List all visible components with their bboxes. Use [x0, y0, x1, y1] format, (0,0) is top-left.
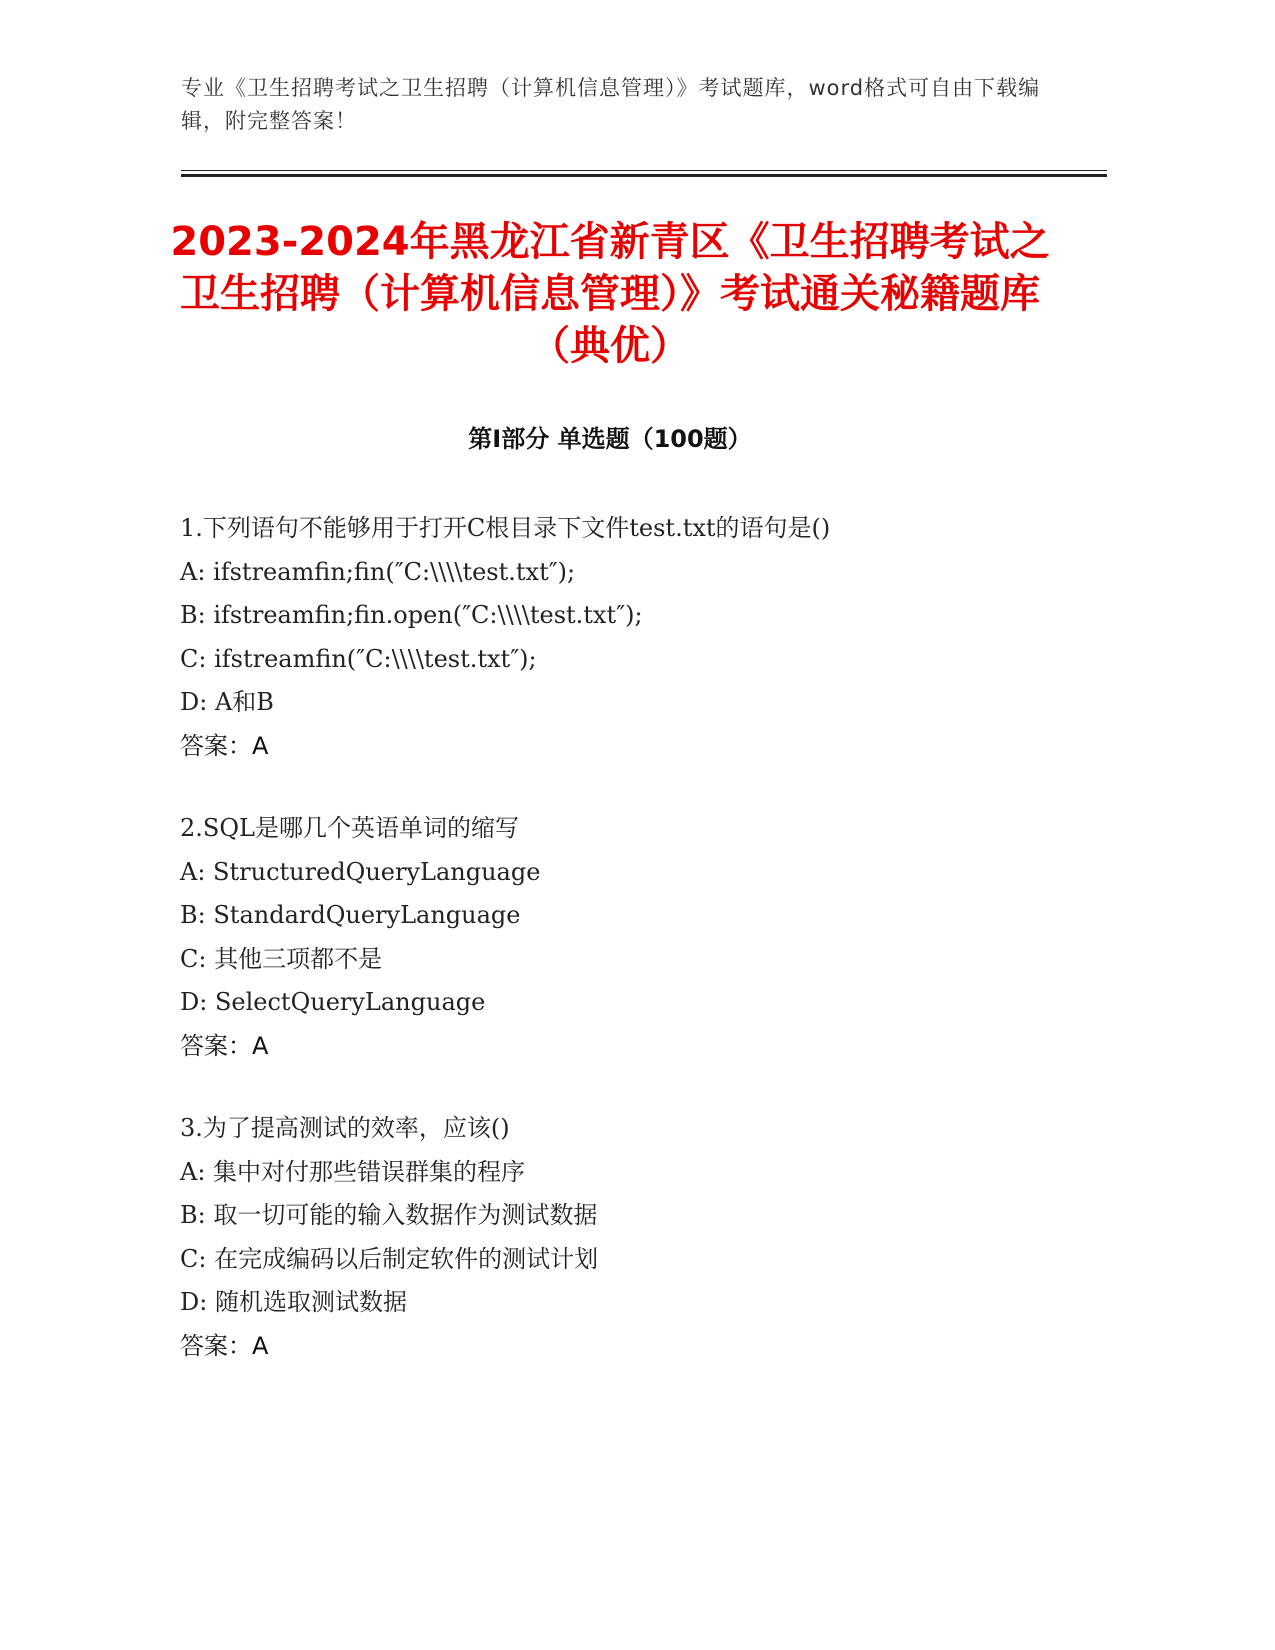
- option-b: B: 取一切可能的输入数据作为测试数据: [180, 1201, 598, 1229]
- question-stem: 1.下列语句不能够用于打开C根目录下文件test.txt的语句是(): [180, 514, 831, 542]
- document-title: 2023-2024年黑龙江省新青区《卫生招聘考试之卫生招聘（计算机信息管理）》考试通关秘籍题库（典优）: [170, 219, 1050, 369]
- question-1: [180, 507, 1100, 768]
- option-d: D: 随机选取测试数据: [180, 1288, 407, 1316]
- section-title: 第I部分 单选题（100题）: [468, 425, 752, 453]
- option-a: A: ifstreamfin;fin(″C:\\\\test.txt″);: [180, 557, 576, 586]
- answer: 答案：A: [180, 1031, 269, 1060]
- option-b: B: ifstreamfin;fin.open(″C:\\\\test.txt″);: [180, 601, 643, 629]
- header-divider-thin: [181, 170, 1107, 171]
- question-stem: 3.为了提高测试的效率，应该(): [180, 1114, 510, 1142]
- question-3: [180, 1107, 1100, 1368]
- question-2: [180, 807, 1100, 1068]
- header-divider-thick: [181, 174, 1107, 177]
- option-c: C: 其他三项都不是: [180, 944, 383, 973]
- header-note: 专业《卫生招聘考试之卫生招聘（计算机信息管理）》考试题库，word格式可自由下载编辑，附完整答案！: [181, 76, 1041, 133]
- option-a: A: 集中对付那些错误群集的程序: [180, 1157, 526, 1186]
- option-d: D: A和B: [180, 688, 274, 716]
- option-d: D: SelectQueryLanguage: [180, 988, 486, 1016]
- option-b: B: StandardQueryLanguage: [180, 901, 521, 929]
- option-c: C: ifstreamfin(″C:\\\\test.txt″);: [180, 644, 537, 673]
- answer: 答案：A: [180, 1331, 269, 1360]
- question-stem: 2.SQL是哪几个英语单词的缩写: [180, 814, 519, 842]
- option-c: C: 在完成编码以后制定软件的测试计划: [180, 1244, 599, 1273]
- answer: 答案：A: [180, 731, 269, 760]
- option-a: A: StructuredQueryLanguage: [180, 857, 541, 886]
- question-list: [180, 507, 1100, 1407]
